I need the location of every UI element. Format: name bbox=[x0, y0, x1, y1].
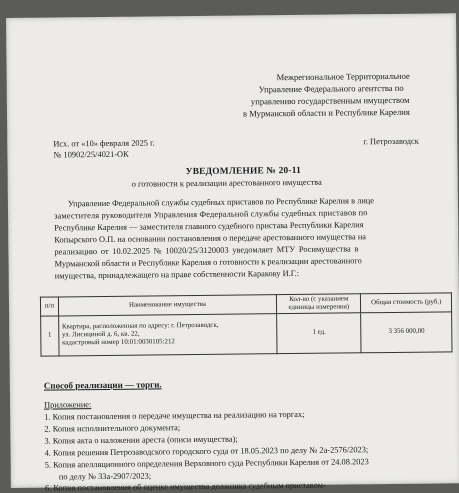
property-table bbox=[40, 292, 453, 356]
row-num: 1 bbox=[41, 316, 59, 356]
header-cost: Общая стоимость (руб.) bbox=[361, 293, 452, 313]
header-qty: Кол-во (с указанием единицы измерения) bbox=[277, 294, 361, 314]
table-row bbox=[41, 312, 452, 356]
row-name bbox=[58, 314, 277, 356]
appendix-item: 2. Копия исполнительного документа; bbox=[44, 423, 181, 434]
recipient-line-2: Управление Федерального агентства по bbox=[258, 82, 404, 95]
appendix-item: 1. Копия постановления о передаче имущества на реализацию на торгах; bbox=[44, 409, 305, 422]
paragraph-line: заместителя руководителя Управления Федеральной службы судебных приставов по bbox=[54, 208, 368, 221]
row-cost: 3 356 000,00 bbox=[361, 312, 452, 353]
paragraph-line: Мурманской области и Республике Карелия о готовности к реализации арестованного bbox=[54, 256, 362, 269]
document-subtitle: о готовности к реализации арестованного имущества bbox=[131, 177, 322, 189]
appendix-item: 5. Копия апелляционного определения Верховного суда Республики Карелия от 24.08.2023 bbox=[44, 457, 369, 470]
paragraph-line: Управление Федеральной службы судебных приставов по Республике Карелия в лице bbox=[67, 196, 375, 209]
row-qty: 1 ед. bbox=[277, 313, 362, 354]
recipient-line-3: управлению государственным имуществом bbox=[250, 94, 410, 107]
header-num: п/п bbox=[40, 297, 58, 316]
city: г. Петрозаводск bbox=[363, 136, 419, 147]
appendix-item: 4. Копия решения Петрозаводского городского суда от 18.05.2023 по делу № 2а-2576/2023; bbox=[44, 445, 369, 458]
paragraph-line: Республике Карелия — заместителя главного судебного пристава Республики Карелия bbox=[54, 220, 364, 233]
document-page bbox=[6, 13, 459, 493]
paragraph-line: имущества, принадлежащего на праве собственности Каракову И.Г.: bbox=[54, 268, 300, 281]
document-title: УВЕДОМЛЕНИЕ № 20-11 bbox=[185, 165, 301, 178]
recipient-line-4: в Мурманской области и Республике Карелия bbox=[242, 106, 410, 119]
outgoing-number: № 10902/25/4021-ОК bbox=[53, 149, 129, 160]
appendix-item: 3. Копия акта о наложении ареста (описи имущества); bbox=[44, 434, 238, 446]
header-name: Наименование имущества bbox=[58, 295, 277, 316]
appendix-item: 6. Копия постановления об оценке имущества должника судебным приставом- bbox=[44, 480, 326, 493]
row-name-line: Квартира, расположенная по адресу: г. Петрозаводск, bbox=[61, 322, 219, 331]
sale-method: Способ реализации — торги. bbox=[43, 379, 162, 391]
outgoing-date: Исх. от «10» февраля 2025 г. bbox=[53, 138, 155, 149]
paragraph-line: реализацию от 10.02.2025 № 10020/25/3120003 уведомляет МТУ Росимущества в bbox=[54, 244, 359, 257]
row-name-line: кадастровый номер 10:01:0030105:212 bbox=[62, 338, 175, 347]
paragraph-line: Копырского О.П. на основании постановления о передаче арестованного имущества на bbox=[54, 232, 367, 245]
recipient-line-1: Межрегиональное Территориальное bbox=[276, 70, 410, 83]
appendix-item: по делу № 33а-2907/2023; bbox=[58, 471, 152, 482]
row-name-line: ул. Лисициной д. 6, кв. 22, bbox=[61, 331, 140, 339]
appendix-heading: Приложение: bbox=[44, 400, 92, 410]
